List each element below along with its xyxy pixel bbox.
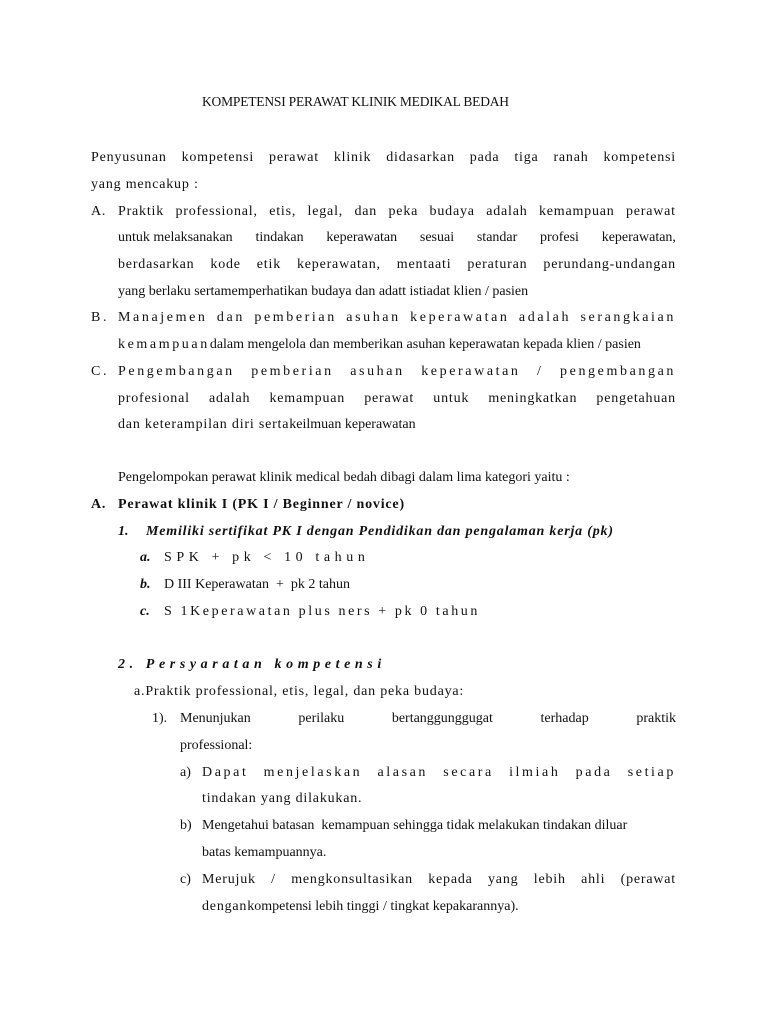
pk1-sub-a-text: SPK + pk < 10 tahun	[164, 550, 370, 565]
word: perawat	[625, 204, 676, 219]
pk1-heading: Perawat klinik I (PK I / Beginner / novice)	[118, 497, 405, 512]
word: perawat	[269, 150, 319, 165]
word: asuhan	[350, 364, 405, 379]
word: legal,	[307, 204, 344, 219]
word: lebih	[533, 872, 566, 887]
word: setiap	[627, 765, 676, 780]
word: etik	[256, 257, 281, 272]
word: profesional	[118, 391, 190, 406]
point-a-line-1	[202, 764, 676, 782]
kategori-intro: Pengelompokan perawat klinik medical bedah dibagi dalam lima kategori yaitu :	[118, 470, 570, 485]
word: Dapat	[202, 765, 249, 780]
word: terhadap	[540, 711, 589, 726]
word: Pengembangan	[118, 364, 235, 379]
word: menjelaskan	[263, 765, 363, 780]
point-b-marker: b)	[180, 818, 192, 833]
word: asuhan	[346, 310, 401, 325]
word: pemberian	[254, 310, 337, 325]
point-c-marker: c)	[180, 872, 191, 887]
word: pengetahuan	[596, 391, 676, 406]
word: adalah	[518, 310, 572, 325]
point-1-marker: 1).	[152, 711, 168, 726]
pk1-sub-heading-a: a.Praktik professional, etis, legal, dan peka budaya:	[134, 684, 465, 699]
pk1-sub-c-marker: c.	[140, 604, 150, 619]
word: praktik	[636, 711, 676, 726]
word: peraturan	[467, 257, 528, 272]
word: klinik	[333, 150, 372, 165]
ranah-c-line-2	[118, 390, 676, 408]
ranah-a-line-4: yang berlaku sertamemperhatikan budaya dan adatt istiadat klien / pasien	[118, 284, 529, 299]
word: mengkonsultasikan	[291, 872, 413, 887]
point-b-line-2: batas kemampuannya.	[202, 845, 327, 860]
pk1-marker: A.	[91, 497, 107, 512]
word: keperawatan	[410, 310, 510, 325]
word: didasarkan	[386, 150, 455, 165]
word: pengembangan	[560, 364, 676, 379]
word: keperawatan	[326, 230, 398, 245]
word: tiga	[514, 150, 539, 165]
word: profesi	[540, 230, 579, 245]
word: kemampuan	[269, 391, 346, 406]
word: pada	[469, 150, 500, 165]
word: pemberian	[251, 364, 334, 379]
word: standar	[476, 230, 518, 245]
document-title: KOMPETENSI PERAWAT KLINIK MEDIKAL BEDAH	[202, 94, 509, 109]
word: perawat	[364, 391, 415, 406]
word: /	[537, 364, 544, 379]
word: Menunjukan	[180, 711, 251, 726]
ranah-b-marker: B.	[91, 310, 110, 325]
word: ahli	[581, 872, 606, 887]
word: kemampuan	[538, 204, 615, 219]
ranah-c-line-1	[118, 363, 676, 381]
word: dan	[216, 310, 245, 325]
point-c-line-1	[202, 871, 676, 889]
pk1-item-2-heading: 2. Persyaratan kompetensi	[118, 657, 386, 672]
word: adalah	[486, 204, 528, 219]
pk1-sub-b-text: D III Keperawatan + pk 2 tahun	[164, 577, 350, 592]
word: untuk	[433, 391, 470, 406]
word: kompetensi	[603, 150, 676, 165]
ranah-c-line-3-start: dan keterampilan diri serta	[118, 417, 290, 432]
word: perilaku	[298, 711, 345, 726]
ranah-c-line-3	[118, 416, 416, 434]
word: professional,	[175, 204, 258, 219]
point-a-line-2: tindakan yang dilakukan.	[202, 791, 363, 806]
point-1-line-2: professional:	[180, 738, 253, 753]
point-c-line-2-end: kompetensi lebih tinggi / tingkat kepakarannya).	[247, 899, 519, 914]
word: keperawatan	[421, 364, 521, 379]
point-c-line-2-start: dengan	[202, 899, 248, 914]
word: serangkaian	[580, 310, 676, 325]
word: etis,	[269, 204, 297, 219]
word: pada	[575, 765, 613, 780]
ranah-a-line-2	[118, 229, 676, 247]
word: untuk melaksanakan	[118, 230, 233, 245]
pk1-sub-b-marker: b.	[140, 577, 151, 592]
word: Merujuk	[202, 872, 256, 887]
word: (perawat	[620, 872, 676, 887]
point-a-marker: a)	[180, 765, 191, 780]
word: yang	[488, 872, 519, 887]
point-c-line-2	[202, 898, 519, 916]
pk1-item-1-text: Memiliki sertifikat PK I dengan Pendidikan dan pengalaman kerja (pk)	[146, 524, 614, 539]
word: Manajemen	[118, 310, 208, 325]
word: berdasarkan	[118, 257, 195, 272]
pk1-sub-a-marker: a.	[140, 550, 151, 565]
point-b-line-1: Mengetahui batasan kemampuan sehingga tidak melakukan tindakan diluar	[202, 818, 628, 833]
word: /	[271, 872, 276, 887]
word: peka	[388, 204, 419, 219]
intro-line-2: yang mencakup :	[91, 177, 199, 192]
pk1-item-1-number: 1.	[118, 524, 129, 539]
word: secara	[443, 765, 494, 780]
word: bertanggunggugat	[391, 711, 493, 726]
ranah-a-line-3	[118, 256, 676, 274]
ranah-a-marker: A.	[91, 204, 107, 219]
word: kode	[210, 257, 241, 272]
word: ranah	[553, 150, 589, 165]
ranah-c-marker: C.	[91, 364, 110, 379]
ranah-c-line-3-end: keilmuan keperawatan	[289, 417, 416, 432]
word: adalah	[208, 391, 251, 406]
word: keperawatan,	[296, 257, 381, 272]
intro-line-1	[91, 149, 676, 167]
word: keperawatan,	[601, 230, 676, 245]
ranah-b-line-1	[118, 309, 676, 327]
word: dan	[354, 204, 378, 219]
word: kompetensi	[181, 150, 255, 165]
word: sesuai	[419, 230, 455, 245]
ranah-a-line-1	[118, 203, 676, 221]
pk1-sub-c-text: S 1Keperawatan plus ners + pk 0 tahun	[164, 604, 480, 619]
word: ilmiah	[509, 765, 561, 780]
ranah-b-word-kemampuan: kemampuan	[118, 337, 210, 352]
word: alasan	[377, 765, 429, 780]
word: Praktik	[118, 204, 165, 219]
word: Penyusunan	[91, 150, 167, 165]
word: meningkatkan	[488, 391, 578, 406]
ranah-b-line-2	[118, 336, 641, 354]
word: perundang-undangan	[543, 257, 676, 272]
word: budaya	[429, 204, 475, 219]
word: kepada	[428, 872, 473, 887]
ranah-b-line-2-rest: dalam mengelola dan memberikan asuhan keperawatan kepada klien / pasien	[209, 337, 641, 352]
word: tindakan	[255, 230, 304, 245]
word: mentaati	[396, 257, 452, 272]
point-1-line-1	[180, 710, 676, 728]
